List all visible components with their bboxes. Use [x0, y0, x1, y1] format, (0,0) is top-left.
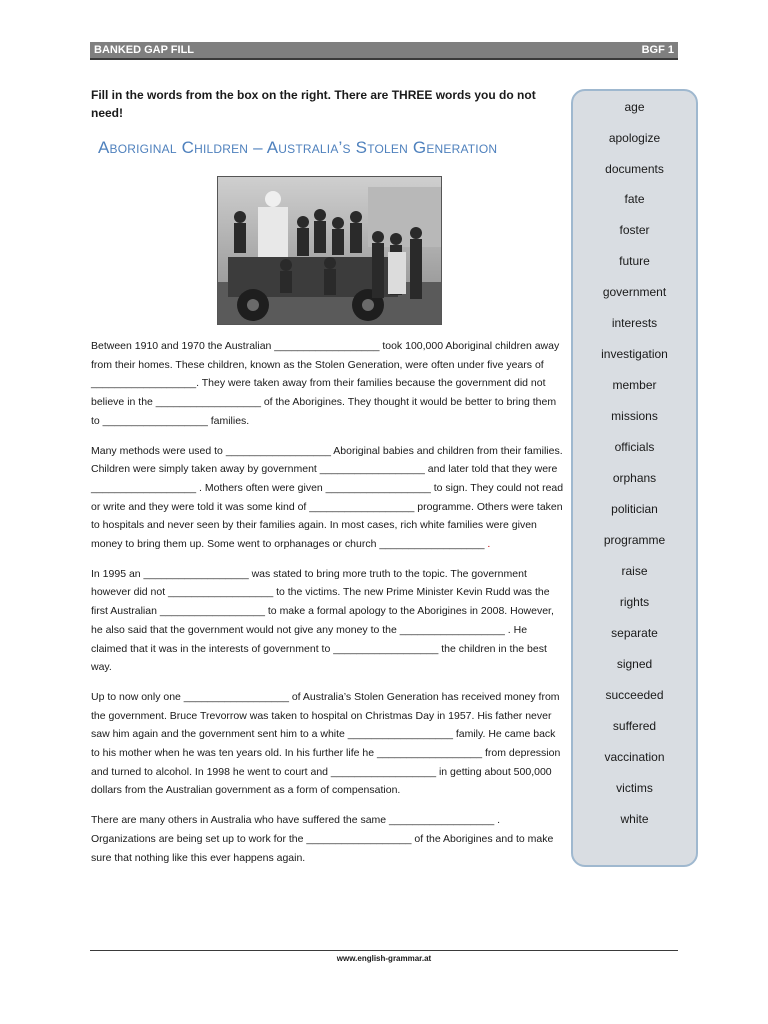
footer-divider [90, 950, 678, 951]
word-bank-item: succeeded [605, 688, 664, 702]
word-bank-item: victims [616, 781, 653, 795]
paragraph-5: There are many others in Australia who have suffered the same __________________ . Organizations are being set up to work for the __________________ of the Aborigines and to make sure that nothing like this ever happens again. [91, 814, 554, 864]
word-bank-item: signed [616, 657, 653, 671]
word-bank-item: investigation [601, 347, 668, 361]
paragraph-1: Between 1910 and 1970 the Australian __________________ took 100,000 Aboriginal children away from their homes. These children, known as the Stolen Generation, were often under five years of __________________. They were taken away from their families because the government did not believe in the __________________ of the Aborigines. They thought it would be better to bring them to __________________ families. [91, 340, 560, 427]
historical-photo [217, 176, 442, 325]
paragraph-4: Up to now only one __________________ of Australia’s Stolen Generation has received money from the government. Bruce Trevorrow was taken to hospital on Christmas Day in 1957. His father never saw him again and the government sent him to a white __________________ family. He came back to his mother when he was ten years old. In his further life he __________________ from depression and turned to alcohol. In 1998 he went to court and __________________ in getting about 500,000 dollars from the Australian government as a form of compensation. [91, 690, 561, 797]
word-bank-item: foster [619, 223, 650, 237]
word-bank-item: vaccination [604, 750, 665, 764]
word-bank-item: member [612, 378, 657, 392]
footer-url: www.english-grammar.at [336, 954, 432, 963]
word-bank-item: missions [611, 409, 658, 423]
word-bank-item: fate [624, 192, 645, 206]
word-bank-item: documents [605, 162, 664, 176]
paragraph-2 [91, 442, 565, 554]
word-bank [571, 89, 698, 867]
word-bank-item: white [620, 812, 649, 826]
word-bank-item: government [602, 285, 667, 299]
word-bank-item: officials [614, 440, 655, 454]
paragraph-2-text: Many methods were used to __________________ Aboriginal babies and children from their families. Children were simply taken away by government __________________ and later told that they were __________________ . Mothers often were given __________________ to sign. They could not read or write and they were told it was some kind of __________________ programme. Others were taken to hospitals and never seen by their families again. In most cases, rich white families were given money to bring them up. Some went to orphanages or church __________________ [91, 444, 564, 551]
paragraph-2-end-mark: . [487, 538, 491, 551]
instructions: Fill in the words from the box on the right. There are THREE words you do not need! [91, 88, 536, 120]
word-bank-item: suffered [612, 719, 657, 733]
header-bar [90, 42, 678, 60]
word-bank-item: future [619, 254, 650, 268]
header-left-label: BANKED GAP FILL [94, 44, 195, 56]
word-bank-item: age [624, 100, 645, 114]
word-bank-item: separate [611, 626, 658, 640]
paragraph-3: In 1995 an __________________ was stated to bring more truth to the topic. The government however did not __________________ to the victims. The new Prime Minister Kevin Rudd was the first Australian __________________ to make a formal apology to the Aborigines in 2008. However, he also said that the government would not give any money to the __________________ . He claimed that it was in the interests of government to __________________ the children in the best way. [91, 567, 554, 674]
word-bank-item: rights [619, 595, 650, 609]
word-bank-item: politician [611, 502, 658, 516]
word-bank-item: interests [611, 316, 658, 330]
header-right-label: BGF 1 [641, 44, 674, 56]
word-bank-item: apologize [608, 131, 661, 145]
page-title: Aboriginal Children – Australia’s Stolen Generation [98, 138, 498, 157]
word-bank-item: programme [603, 533, 666, 547]
word-bank-item: raise [621, 564, 648, 578]
word-bank-item: orphans [612, 471, 657, 485]
passage [91, 337, 565, 878]
